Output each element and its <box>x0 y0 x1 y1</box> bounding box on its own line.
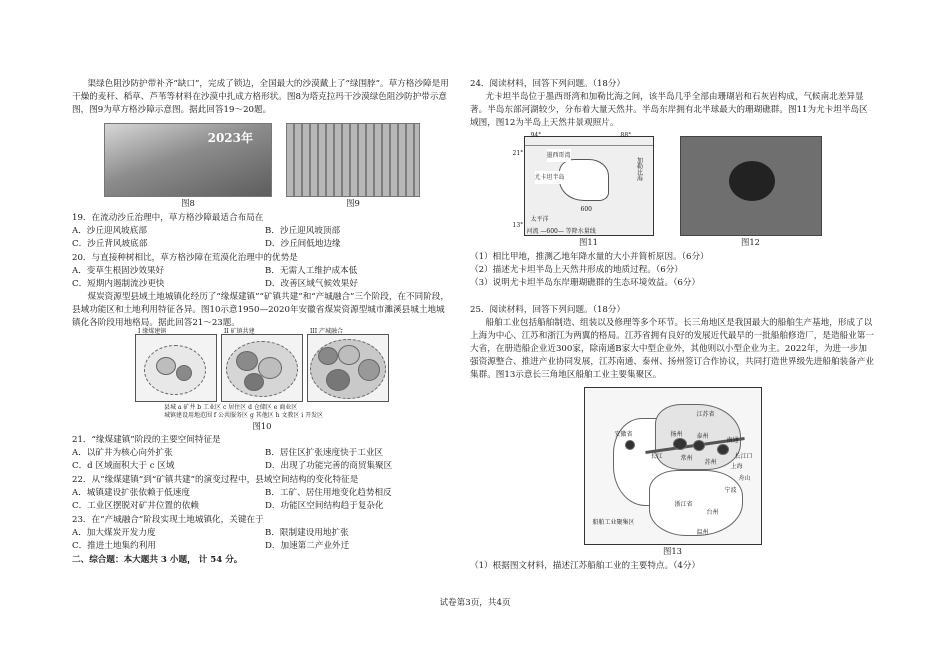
map-label: 浙江省 <box>674 501 693 508</box>
map-label: 常州 <box>680 455 693 462</box>
map-label: 长江 <box>650 453 663 460</box>
question-25-sub-1: （1）根据图文材料，描述江苏船舶工业的主要特点。（4分） <box>470 561 701 571</box>
option: C．短期内遏制流沙更快 <box>72 279 165 289</box>
map-label: 江苏省 <box>696 411 715 418</box>
option: A．变草生根固沙效果好 <box>72 266 165 276</box>
question-24-heading: 24．阅读材料，回答下列问题。（18分） <box>470 79 626 89</box>
figure-11-caption: 图11 <box>578 237 599 247</box>
question-19-options <box>72 225 452 251</box>
map-label: 600 <box>580 206 592 213</box>
option: D．改善区域气候效果好 <box>265 279 358 289</box>
legend-line: 城镇建设用地范围 f 公共服务区 g 其他区 h 文教区 i 开发区 <box>164 412 324 419</box>
question-25-heading: 25．阅读材料，回答下列问题。（18分） <box>470 305 626 315</box>
figure-10 <box>72 328 452 402</box>
figure-row-11-12 <box>470 132 875 249</box>
question-24-passage: 尤卡坦半岛位于墨西哥湾和加勒比海之间，该半岛几乎全部由珊瑚岩和石灰岩构成，气候南北差异显著。半岛东部河湖较少，分布着大量天然井。半岛东岸拥有北半球最大的珊瑚礁群。图11为尤卡坦半岛区域图，图12为半岛上天然井景观照片。 <box>470 92 868 128</box>
option: B．工矿、居住用地变化趋势相反 <box>265 488 392 498</box>
yucatan-map <box>512 132 654 236</box>
option: D．功能区空间结构趋于复杂化 <box>265 501 384 511</box>
option: A．城镇建设扩张依赖于低速度 <box>72 488 190 498</box>
map-legend: 船舶工业聚集区 <box>592 519 635 526</box>
legend-line: 县城 a 矿井 b 工业区 c 居住区 d 仓储区 e 商业区 <box>164 404 298 411</box>
option: A．加大煤炭开发力度 <box>72 528 156 538</box>
map-label: 宁波 <box>724 487 737 494</box>
map-label: 苏州 <box>704 459 717 466</box>
map-legend: 河流 —600— 等降水量线 <box>526 228 596 235</box>
option: B．限制建设用地扩张 <box>265 528 349 538</box>
figure-9-caption: 图9 <box>346 198 360 208</box>
page-footer: 试卷第3页，共4页 <box>439 598 511 608</box>
map-label: 扬州 <box>670 431 683 438</box>
option: C．工业区摆脱对矿井位置的依赖 <box>72 501 199 511</box>
map-label: 太平洋 <box>530 216 549 223</box>
figure-13-caption: 图13 <box>662 546 683 556</box>
question-24-sub-1: （1）相比甲地，推测乙地年降水量的大小并简析原因。（6分） <box>470 252 709 262</box>
question-21-options <box>72 447 452 473</box>
map-label: 尤卡坦半岛 <box>535 171 565 184</box>
option: C．推进土地集约利用 <box>72 541 156 551</box>
map-label: 安徽省 <box>614 431 633 438</box>
figure-8-caption: 图8 <box>181 198 195 208</box>
option: D．出现了功能完善的商贸集聚区 <box>265 461 393 471</box>
fig10-legend <box>164 404 452 420</box>
option: C．d 区域面积大于 c 区域 <box>72 461 175 471</box>
sinkhole-shape <box>729 161 775 201</box>
map-label: 13° <box>512 222 524 229</box>
left-column <box>72 78 452 567</box>
map-label: 泰州 <box>696 433 709 440</box>
map-label: 88° <box>620 132 632 139</box>
figure-10-caption: 图10 <box>252 421 272 431</box>
map-label: 墨西哥湾 <box>547 149 571 162</box>
cenote-photo <box>680 136 822 236</box>
option: A．以矿井为核心向外扩张 <box>72 448 173 458</box>
panel-title: I 缘煤建镇 <box>138 328 167 335</box>
passage-intro-2: 煤炭资源型县域土地城镇化经历了“缘煤建镇”“矿镇共建”和“产城融合”三个阶段，在不同阶段，县域功能区和土地利用特征各异。图10示意1950—2020年安徽省煤炭资源型城市濉溪县城土地城镇化各阶段用地格局。据此回答21～23题。 <box>72 292 449 328</box>
peninsula-shape <box>559 159 609 201</box>
panel-title: II 矿镇共建 <box>224 328 255 335</box>
panel-title: III 产城融合 <box>310 328 344 335</box>
question-24-sub-2: （2）描述尤卡坦半岛上天然井形成的地质过程。（6分） <box>470 265 683 275</box>
fig8-badge: 2023年 <box>207 131 253 145</box>
map-label: 南通 <box>726 437 739 444</box>
option: D．沙丘间低地边缘 <box>265 239 341 249</box>
option: B．居住区扩张速度快于工业区 <box>265 448 384 458</box>
passage-intro: 渠绿色阻沙防护带补齐“缺口”，完成了锁边，全国最大的沙漠戴上了“绿围脖”。草方格沙障是用干燥的麦秆、稻草、芦苇等材料在沙漠中扎成方格形状。图8为塔克拉玛干沙漠绿色阻沙防护带示意图，图9为草方格沙障示意图。据此回答19～20题。 <box>72 79 449 115</box>
option: D．加速第二产业外迁 <box>265 541 350 551</box>
question-20: 20．与直接种树相比，草方格沙障在荒漠化治理中的优势是 <box>72 253 298 263</box>
question-19: 19．在流动沙丘治理中，草方格沙障最适合布局在 <box>72 213 264 223</box>
question-25-passage: 船舶工业包括船舶制造、组装以及修理等多个环节。长三角地区是我国最大的船舶生产基地，形成了以上海为中心、江苏和浙江为两翼的格局。江苏省拥有良好的发展近代最早的一批船舶修造厂，是造船业第一大省，在册造船企业近300家，除南通B家大中型企业外，其他则以小型企业为主。2022年，为进一步加强资源整合、推进产业协同发展，江苏南通、泰州、扬州签订合作协议，共同打造世界级先进船舶装备产业集群。图13示意长三角地区船舶工业主要集聚区。 <box>470 318 874 380</box>
figure-row-8-9 <box>72 123 452 210</box>
map-label: 台州 <box>706 509 719 516</box>
question-23-options <box>72 527 452 553</box>
question-22-options <box>72 487 452 513</box>
right-column <box>470 78 875 573</box>
section-2-heading: 二、综合题：本大题共 3 小题， 计 54 分。 <box>72 555 243 565</box>
fig10-panel-1 <box>135 328 217 402</box>
map-label: 加勒比海 <box>635 157 643 181</box>
question-24-sub-3: （3）说明尤卡坦半岛东岸珊瑚礁群的生态环境效益。（6分） <box>470 278 701 288</box>
question-22: 22．从“缘煤建镇”到“矿镇共建”的演变过程中，县域空间结构的变化特征是 <box>72 475 359 485</box>
option: A．沙丘迎风坡底部 <box>72 226 147 236</box>
question-20-options <box>72 265 452 291</box>
desert-belt-photo <box>104 123 272 197</box>
option: C．沙丘背风坡底部 <box>72 239 148 249</box>
yangtze-delta-map <box>584 387 762 545</box>
straw-checkerboard-photo <box>286 123 420 197</box>
question-23: 23．在“产城融合”阶段实现土地城镇化，关键在于 <box>72 515 264 525</box>
option: B．沙丘迎风坡顶部 <box>265 226 341 236</box>
question-21: 21．“缘煤建镇”阶段的主要空间特征是 <box>72 435 221 445</box>
map-label: 长江口 <box>734 453 753 460</box>
figure-12-caption: 图12 <box>740 237 761 247</box>
map-label: 温州 <box>696 529 709 536</box>
map-label: 上海 <box>730 463 743 470</box>
fig10-panel-3 <box>307 328 389 402</box>
map-label: 舟山 <box>738 475 751 482</box>
map-label: 94° <box>530 132 542 139</box>
fig10-panel-2 <box>221 328 303 402</box>
option: B．无需人工维护成本低 <box>265 266 358 276</box>
map-label: 21° <box>512 150 524 157</box>
